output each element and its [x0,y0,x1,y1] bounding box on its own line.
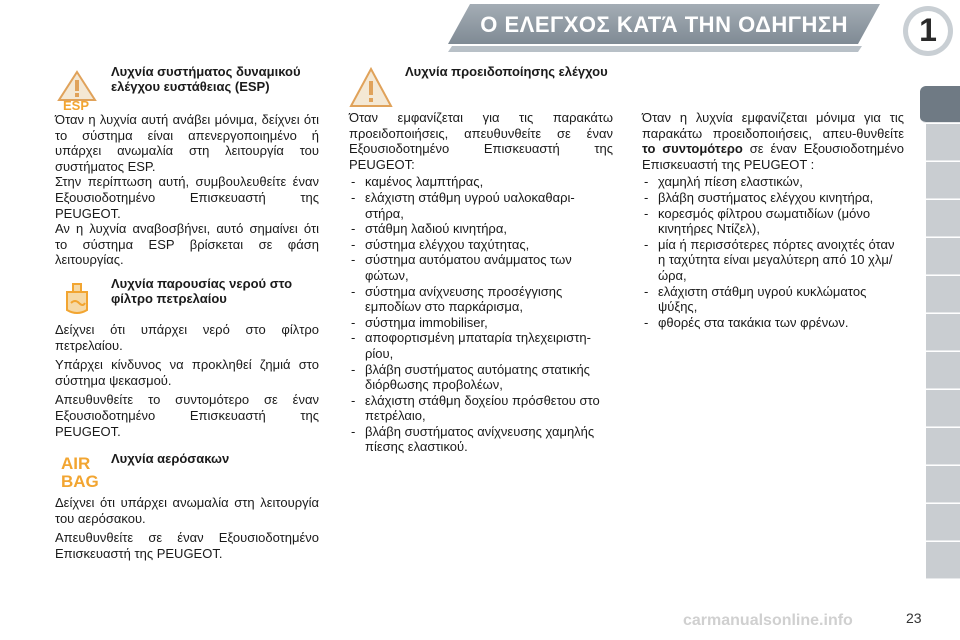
warning-permanent-intro-text: Όταν η λυχνία εμφανίζεται μόνιμα για τις παρακάτω προειδοποιήσεις, απευ-θυνθείτε [642,110,904,141]
list-item: - σύστημα αυτόματου ανάμματος των φώτων, [349,252,613,283]
list-item: - μία ή περισσότερες πόρτες ανοιχτές όταν η ταχύτητα είναι μεγαλύτερη από 10 χλμ/ώρα, [642,237,904,284]
list-item: - στάθμη λαδιού κινητήρα, [349,221,613,237]
water-filter-text-1: Δείχνει ότι υπάρχει νερό στο φίλτρο πετρελαίου. [55,321,319,353]
esp-warning-icon [55,68,99,112]
airbag-text-1: Δείχνει ότι υπάρχει ανωμαλία στη λειτουργία του αερόσακου. [55,495,319,526]
list-item: - βλάβη συστήματος ανίχνευσης χαμηλής πίεσης ελαστικού. [349,424,613,455]
airbag-heading: Λυχνία αερόσακων [111,451,230,467]
column-left [55,64,319,565]
warning-permanent-intro-end: σε έναν Εξουσιοδοτημένο Επισκευαστή της PEUGEOT : [642,141,904,172]
chapter-number: 1 [919,12,937,48]
chapter-tab[interactable] [926,124,960,161]
list-item: - ελάχιστη στάθμη υγρού υαλοκαθαρι-στήρα, [349,190,613,221]
esp-text-3: Αν η λυχνία αναβοσβήνει, αυτό σημαίνει ότι το σύστημα ESP βρίσκεται σε φάση λειτουργίας. [55,221,319,268]
chapter-tab-active[interactable] [920,86,960,123]
chapter-tab[interactable] [926,466,960,503]
page-number: 23 [906,610,922,626]
water-filter-text-2: Υπάρχει κίνδυνος να προκληθεί ζημιά στο σύστημα ψεκασμού. [55,357,319,388]
warning-permanent-emphasis: το συντομότερο [642,141,743,157]
airbag-section [55,451,319,561]
list-item: - καμένος λαμπτήρας, [349,174,613,190]
list-item: - σύστημα immobiliser, [349,315,613,331]
esp-text-2: Στην περίπτωση αυτή, συμβουλευθείτε έναν Εξουσιοδοτημένο Επισκευαστή της PEUGEOT. [55,174,319,221]
warning-heading: Λυχνία προειδοποίησης ελέγχου [405,64,608,79]
warning-permanent-list [642,174,904,330]
list-item: - αποφορτισμένη μπαταρία τηλεχειριστη-ρίου, [349,330,613,361]
watermark: carmanualsonline.info [683,612,853,629]
header-bar [0,0,960,56]
list-item: - ελάχιστη στάθμη δοχείου πρόσθετου στο πετρέλαιο, [349,393,613,424]
chapter-tab[interactable] [926,314,960,351]
column-middle [349,64,613,455]
esp-section [55,64,319,268]
chapter-tab[interactable] [926,542,960,579]
chapter-tab[interactable] [926,276,960,313]
list-item: - βλάβη συστήματος αυτόματης στατικής διόρθωσης προβολέων, [349,362,613,393]
esp-icon-label: ESP [63,98,90,113]
airbag-text-2: Απευθυνθείτε σε έναν Εξουσιοδοτημένο Επισκευαστή της PEUGEOT. [55,530,319,561]
warning-section [349,64,613,455]
list-item: - χαμηλή πίεση ελαστικών, [642,174,904,190]
esp-text-1: Όταν η λυχνία αυτή ανάβει μόνιμα, δείχνει ότι το σύστημα είναι απενεργοποιημένο ή υπάρχει ανωμαλία στη λειτουργία του συστήματος ESP. [55,112,319,174]
chapter-tab[interactable] [926,390,960,427]
column-right [642,110,904,330]
chapter-tab[interactable] [926,428,960,465]
airbag-icon-label-bottom: BAG [61,472,99,492]
list-item: - σύστημα ελέγχου ταχύτητας, [349,237,613,253]
chapter-tab[interactable] [926,162,960,199]
airbag-icon-label-top: AIR [61,454,91,474]
list-item: - κορεσμός φίλτρου σωματιδίων (μόνο κινητήρες Ντίζελ), [642,206,904,237]
list-item: - βλάβη συστήματος ελέγχου κινητήρα, [642,190,904,206]
chapter-tab[interactable] [926,238,960,275]
warning-triangle-icon [349,66,393,110]
list-item: - σύστημα ανίχνευσης προσέγγισης εμποδίων στο παρκάρισμα, [349,284,613,315]
esp-heading: Λυχνία συστήματος δυναμικού ελέγχου ευστάθειας (ESP) [111,64,301,94]
warning-list [349,174,613,455]
water-in-fuel-filter-icon [55,276,99,320]
list-item: - ελάχιστη στάθμη υγρού κυκλώματος ψύξης, [642,284,904,315]
chapter-tab[interactable] [926,200,960,237]
warning-permanent-intro [642,110,904,172]
warning-intro: Όταν εμφανίζεται για τις παρακάτω προειδοποιήσεις, απευθυνθείτε σε έναν Εξουσιοδοτημένο Επισκευαστή της PEUGEOT: [349,110,613,172]
page-title: Ο ΕΛΕΓΧΟΣ ΚΑΤΆ ΤΗΝ ΟΔΗΓΗΣΗ [480,12,848,37]
chapter-tab[interactable] [926,504,960,541]
chapter-tab[interactable] [926,352,960,389]
water-filter-section [55,276,319,439]
water-filter-text-3: Απευθυνθείτε το συντομότερο σε έναν Εξουσιοδοτημένο Επισκευαστή της PEUGEOT. [55,392,319,439]
list-item: - φθορές στα τακάκια των φρένων. [642,315,904,331]
water-filter-heading: Λυχνία παρουσίας νερού στο φίλτρο πετρελαίου [111,275,293,306]
airbag-icon [55,455,99,499]
